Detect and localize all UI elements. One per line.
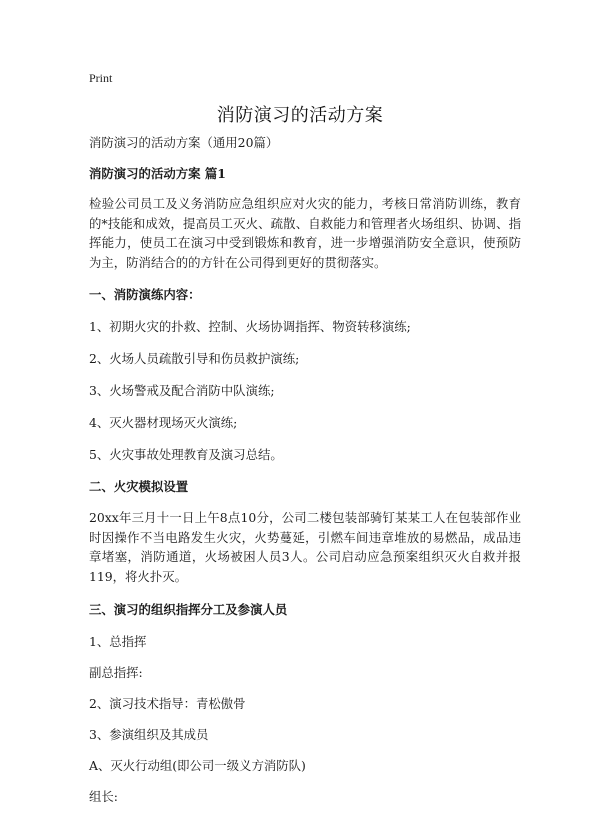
section-heading-organization: 三、演习的组织指挥分工及参演人员 bbox=[89, 601, 288, 617]
list-item: 2、火场人员疏散引导和伤员救护演练; bbox=[89, 350, 300, 366]
fire-scenario-paragraph: 20xx年三月十一日上午8点10分，公司二楼包装部骑钉某某工人在包装部作业时因操作不当电路发生火灾，火势蔓延，引燃车间违章堆放的易燃品，成品违章堵塞，消防通道，火场被困人员3人。公司启动应急预案组织灭火自救并报119，将火扑灭。 bbox=[89, 509, 521, 584]
document-body bbox=[89, 132, 521, 817]
list-item: A、灭火行动组(即公司一级义方消防队) bbox=[89, 757, 306, 773]
document-subtitle: 消防演习的活动方案（通用20篇） bbox=[89, 135, 279, 150]
list-item: 副总指挥: bbox=[89, 664, 143, 680]
list-item: 3、参演组织及其成员 bbox=[89, 726, 209, 742]
document-title: 消防演习的活动方案 bbox=[216, 105, 384, 126]
list-item: 组长: bbox=[89, 788, 118, 804]
section-heading-drill-content: 一、消防演练内容： bbox=[89, 286, 201, 302]
list-item: 4、灭火器材现场灭火演练; bbox=[89, 414, 238, 430]
intro-paragraph: 检验公司员工及义务消防应急组织应对火灾的能力，考核日常消防训练，教育的*技能和成效，提高员工灭火、疏散、自救能力和管理者火场组织、协调、指挥能力，使员工在演习中受到锻炼和教育，进一步增强消防安全意识，使预防为主，防消结合的的方针在公司得到更好的贯彻落实。 bbox=[89, 196, 521, 271]
section-heading-fire-scenario: 二、火灾模拟设置 bbox=[89, 478, 189, 494]
list-item: 1、初期火灾的扑救、控制、火场协调指挥、物资转移演练; bbox=[89, 318, 411, 334]
list-item: 3、火场警戒及配合消防中队演练; bbox=[89, 382, 275, 398]
list-item: 2、演习技术指导：青松傲骨 bbox=[89, 695, 246, 711]
list-item: 5、火灾事故处理教育及演习总结。 bbox=[89, 446, 283, 462]
print-label: Print bbox=[89, 71, 113, 85]
list-item: 1、总指挥 bbox=[89, 633, 147, 649]
part-heading: 消防演习的活动方案 篇1 bbox=[89, 166, 226, 181]
